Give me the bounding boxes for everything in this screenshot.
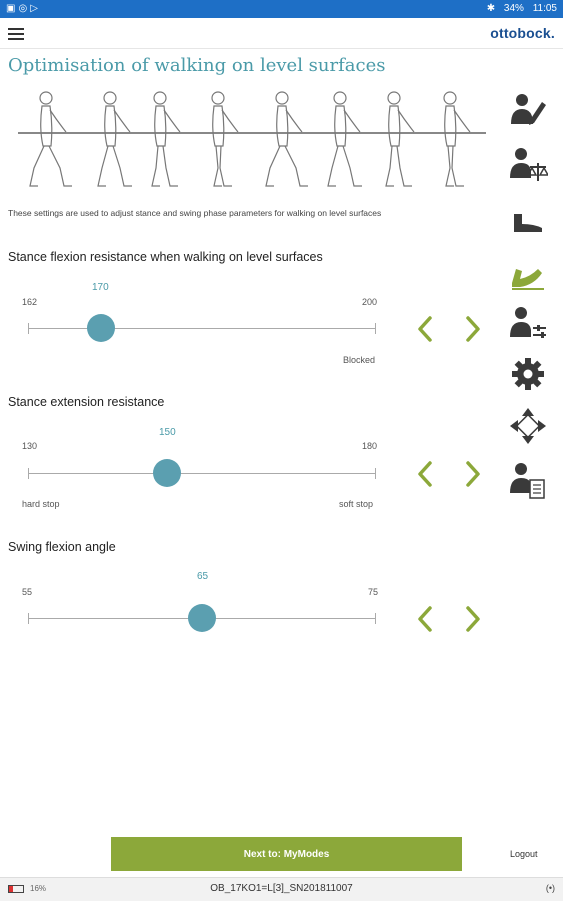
photo-icon: ▣: [6, 3, 19, 14]
hamburger-menu-icon[interactable]: [8, 28, 24, 39]
page-title: Optimisation of walking on level surfaces: [8, 55, 386, 76]
walking-foot-icon[interactable]: [508, 255, 548, 295]
stance-flexion-tick-min: [28, 323, 29, 334]
stance-flexion-knob[interactable]: [87, 314, 115, 342]
clock: 11:05: [532, 3, 557, 14]
swing-flexion-max: 75: [368, 587, 379, 597]
stance-flexion-max: 200: [362, 297, 378, 307]
device-id: OB_17KO1=L[3]_SN201811007: [210, 883, 353, 894]
swing-flexion-tick-min: [28, 613, 29, 624]
stance-extension-tick-min: [28, 468, 29, 479]
stance-flexion-value: 170: [92, 282, 109, 293]
device-battery: 16%: [30, 884, 47, 893]
walking-figure: [266, 92, 308, 186]
stance-extension-right-caption: soft stop: [339, 499, 374, 509]
signal-icon: (•): [545, 883, 555, 893]
stance-flexion-min: 162: [22, 297, 38, 307]
swing-flexion-min: 55: [22, 587, 33, 597]
user-settings-icon[interactable]: [508, 304, 548, 344]
swing-flexion-value: 65: [197, 571, 209, 582]
page-description: These settings are used to adjust stance and swing phase parameters for walking on level surfaces: [8, 208, 382, 218]
swing-flexion-knob[interactable]: [188, 604, 216, 632]
user-document-icon[interactable]: [508, 460, 548, 500]
stance-flexion-tick-max: [375, 323, 376, 334]
swing-flexion-increase-button[interactable]: [462, 604, 484, 634]
bluetooth-icon: ✱: [486, 3, 496, 14]
walking-figure: [152, 92, 180, 186]
stance-flexion-title: Stance flexion resistance when walking on level surfaces: [8, 250, 323, 264]
stance-extension-max: 180: [362, 441, 378, 451]
stance-extension-title: Stance extension resistance: [8, 395, 165, 409]
brand-logo: ottobock.: [490, 25, 555, 41]
logout-link[interactable]: Logout: [510, 849, 538, 859]
walking-figure: [212, 92, 238, 186]
battery-level: 34%: [503, 3, 524, 14]
notification-icons: [6, 3, 41, 14]
bottom-status-bar: [0, 877, 563, 901]
next-mymodes-button[interactable]: Next to: MyModes: [111, 837, 462, 871]
swing-flexion-decrease-button[interactable]: [414, 604, 436, 634]
walking-illustration: [18, 88, 486, 192]
stance-extension-track[interactable]: [28, 473, 376, 474]
walking-figure: [328, 92, 362, 186]
walking-figure: [30, 92, 72, 186]
walking-figure: [444, 92, 470, 186]
move-arrows-icon[interactable]: [508, 406, 548, 446]
stance-extension-value: 150: [159, 427, 176, 438]
status-bar: [0, 0, 563, 18]
app-header: [0, 18, 563, 49]
stance-flexion-right-caption: Blocked: [343, 355, 376, 365]
stance-extension-tick-max: [375, 468, 376, 479]
stance-flexion-increase-button[interactable]: [462, 314, 484, 344]
gear-icon[interactable]: [508, 354, 548, 394]
walking-figure: [386, 92, 414, 186]
foot-icon[interactable]: [508, 200, 548, 240]
stance-extension-min: 130: [22, 441, 38, 451]
stance-flexion-decrease-button[interactable]: [414, 314, 436, 344]
stance-extension-left-caption: hard stop: [22, 499, 60, 509]
stance-flexion-track[interactable]: [28, 328, 376, 329]
swing-flexion-tick-max: [375, 613, 376, 624]
user-edit-icon[interactable]: [508, 90, 548, 130]
swing-flexion-title: Swing flexion angle: [8, 540, 116, 554]
walking-figure: [98, 92, 132, 186]
chat-icon: ◎: [18, 3, 31, 14]
stance-extension-increase-button[interactable]: [462, 459, 484, 489]
stance-extension-knob[interactable]: [153, 459, 181, 487]
user-balance-icon[interactable]: [508, 145, 548, 185]
play-icon: ▷: [30, 3, 41, 14]
stance-extension-decrease-button[interactable]: [414, 459, 436, 489]
status-right: [481, 3, 557, 14]
